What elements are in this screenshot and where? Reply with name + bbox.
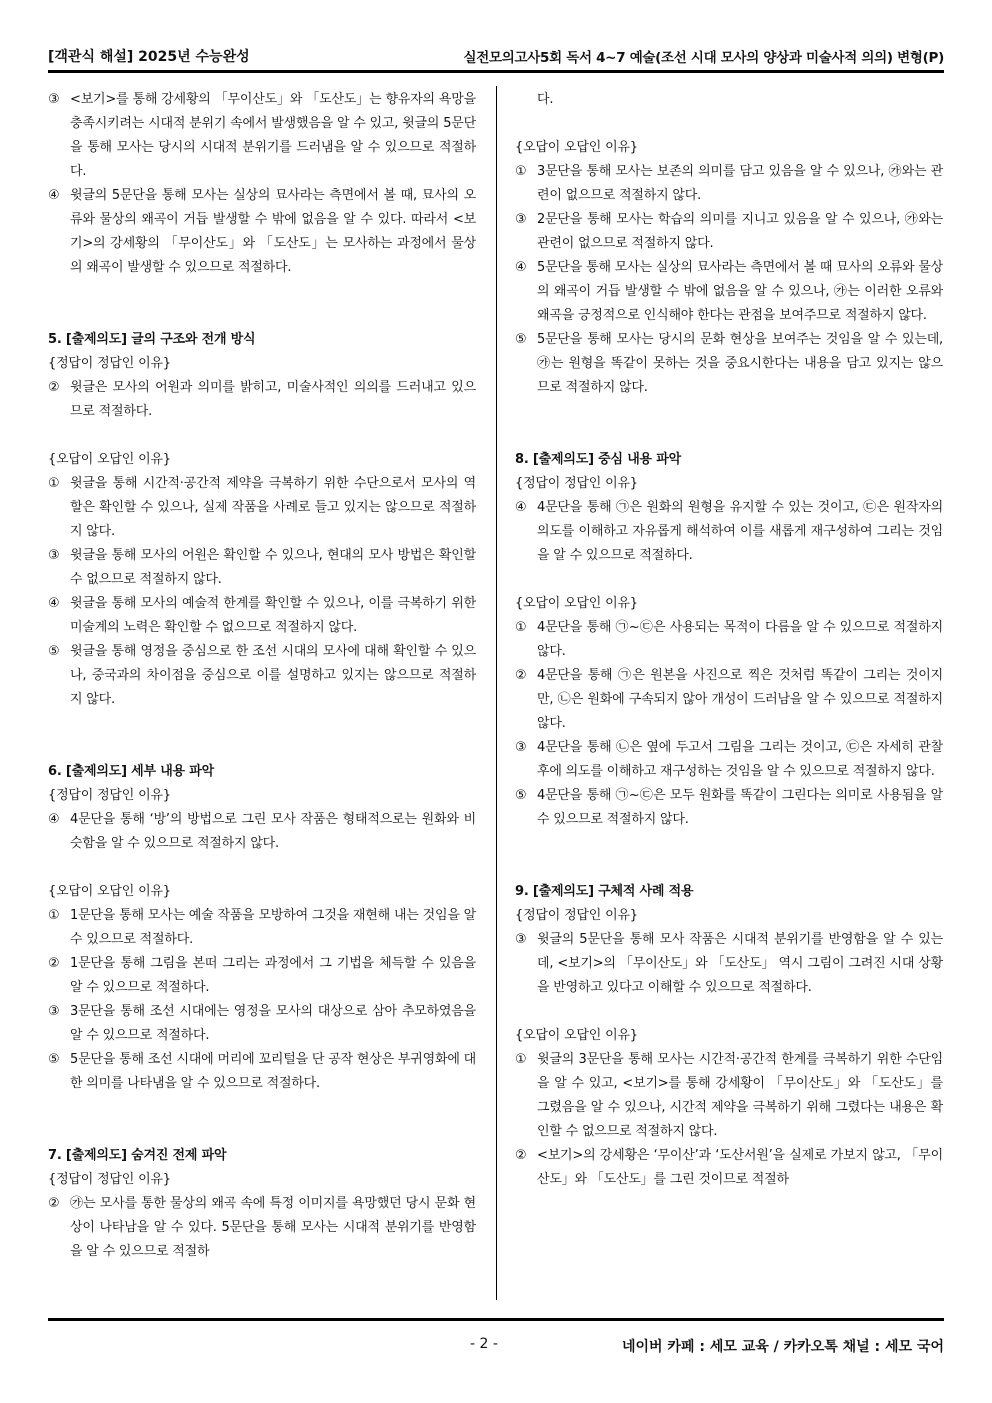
list-item: ① 윗글을 통해 시간적·공간적 제약을 극복하기 위한 수단으로서 모사의 역할은 확인할 수 있으나, 실제 작품을 사례로 들고 있지는 않으므로 적절하지 않다.: [48, 476, 476, 539]
wrong-label: {오답이 오답인 이유}: [48, 452, 171, 467]
question-8-title: 8. [출제의도] 중심 내용 파악: [515, 452, 681, 467]
wrong-label: {오답이 오답인 이유}: [48, 884, 171, 899]
wrong-label: {오답이 오답인 이유}: [515, 1028, 638, 1043]
list-item: ① 3문단을 통해 모사는 보존의 의미를 담고 있음을 알 수 있으나, ㉮와는 관련이 없으므로 적절하지 않다.: [515, 164, 943, 203]
list-item: ④ 윗글을 통해 모사의 예술적 한계를 확인할 수 있으나, 이를 극복하기 위한 미술계의 노력은 확인할 수 없으므로 적절하지 않다.: [48, 596, 476, 635]
list-item: ④ 5문단을 통해 모사는 실상의 묘사라는 측면에서 볼 때 묘사의 오류와 물상의 왜곡이 거듭 발생할 수 밖에 없음을 알 수 있으나, ㉮는 이러한 오류와 왜곡을 긍정적으로 인식해야 한다는 관점을 보여주므로 적절하지 않다.: [515, 260, 943, 323]
question-5-title: 5. [출제의도] 글의 구조와 전개 방식: [48, 332, 256, 347]
list-item: ③ 윗글을 통해 모사의 어원은 확인할 수 있으나, 현대의 모사 방법은 확인할 수 없으므로 적절하지 않다.: [48, 548, 476, 587]
question-6-title: 6. [출제의도] 세부 내용 파악: [48, 764, 214, 779]
list-item: ① 4문단을 통해 ㉠~㉢은 사용되는 목적이 다름을 알 수 있으므로 적절하지 않다.: [515, 620, 943, 659]
list-item: ③ 2문단을 통해 모사는 학습의 의미를 지니고 있음을 알 수 있으나, ㉮와는 관련이 없으므로 적절하지 않다.: [515, 212, 943, 251]
list-item: ⑤ 5문단을 통해 조선 시대에 머리에 꼬리털을 단 공작 현상은 부귀영화에 대한 의미를 나타냄을 알 수 있으므로 적절하다.: [48, 1052, 476, 1091]
list-item: ① 윗글의 3문단을 통해 모사는 시간적·공간적 한계를 극복하기 위한 수단임을 알 수 있고, <보기>를 통해 강세황이 「무이산도」와 「도산도」를 그렸음을 알 수 있으나, 시간적 제약을 극복하기 위해 그렸다는 내용은 확인할 수 없으므로 적절하지 않다.: [515, 1052, 943, 1139]
page-number: - 2 -: [470, 1336, 498, 1352]
list-item: ⑤ 윗글을 통해 영정을 중심으로 한 조선 시대의 모사에 대해 확인할 수 있으나, 중국과의 차이점을 중심으로 이를 설명하고 있지는 않으므로 적절하지 않다.: [48, 644, 476, 707]
correct-label: {정답이 정답인 이유}: [515, 908, 638, 923]
list-item: ⑤ 4문단을 통해 ㉠~㉢은 모두 원화를 똑같이 그린다는 의미로 사용됨을 알 수 있으므로 적절하지 않다.: [515, 788, 943, 827]
question-9-title: 9. [출제의도] 구체적 사례 적용: [515, 884, 694, 899]
left-column: [48, 88, 476, 1264]
page-header: [48, 40, 944, 73]
list-item: ② 1문단을 통해 그림을 본떠 그리는 과정에서 그 기법을 체득할 수 있음을 알 수 있으므로 적절하다.: [48, 956, 476, 995]
list-item: ② <보기>의 강세황은 ‘무이산’과 ‘도산서원’을 실제로 가보지 않고, 「무이산도」와 「도산도」를 그린 것이므로 적절하: [515, 1148, 943, 1187]
list-item: ② 윗글은 모사의 어원과 의미를 밝히고, 미술사적인 의의를 드러내고 있으므로 적절하다.: [48, 380, 476, 419]
list-item: ② ㉮는 모사를 통한 물상의 왜곡 속에 특정 이미지를 욕망했던 당시 문화 현상이 나타남을 알 수 있다. 5문단을 통해 모사는 시대적 분위기를 반영함을 알 수 있으므로 적절하: [48, 1196, 476, 1259]
list-item: ④ 4문단을 통해 ‘방’의 방법으로 그린 모사 작품은 형태적으로는 원화와 비슷함을 알 수 있으므로 적절하지 않다.: [48, 812, 476, 851]
list-item: ③ 윗글의 5문단을 통해 모사 작품은 시대적 분위기를 반영함을 알 수 있는데, <보기>의 「무이산도」와 「도산도」 역시 그림이 그려진 시대 상황을 반영하고 있다고 이해할 수 있으므로 적절하다.: [515, 932, 943, 995]
column-divider: [496, 86, 497, 1300]
list-item: ① 1문단을 통해 모사는 예술 작품을 모방하여 그것을 재현해 내는 것임을 알 수 있으므로 적절하다.: [48, 908, 476, 947]
correct-label: {정답이 정답인 이유}: [48, 788, 171, 803]
header-right: 실전모의고사5회 독서 4~7 예술(조선 시대 모사의 양상과 미술사적 의의) 변형(P): [463, 50, 944, 66]
list-item: ③ <보기>를 통해 강세황의 「무이산도」와 「도산도」는 향유자의 욕망을 충족시키려는 시대적 분위기 속에서 발생했음을 알 수 있고, 윗글의 5문단을 통해 모사는 당시의 시대적 분위기를 드러냄을 알 수 있으므로 적절하다.: [48, 92, 476, 179]
question-7-title: 7. [출제의도] 숨겨진 전제 파악: [48, 1148, 227, 1163]
continued-text: 다.: [537, 92, 554, 107]
header-left: [객관식 해설] 2025년 수능완성: [48, 49, 250, 65]
list-item: ③ 4문단을 통해 ㉡은 옆에 두고서 그림을 그리는 것이고, ㉢은 자세히 관찰 후에 의도를 이해하고 재구성하는 것임을 알 수 있으므로 적절하지 않다.: [515, 740, 943, 779]
correct-label: {정답이 정답인 이유}: [48, 1172, 171, 1187]
footer-divider: [48, 1318, 944, 1321]
right-column: [515, 88, 943, 1192]
correct-label: {정답이 정답인 이유}: [515, 476, 638, 491]
list-item: ④ 4문단을 통해 ㉠은 원화의 원형을 유지할 수 있는 것이고, ㉢은 원작자의 의도를 이해하고 자유롭게 해석하여 이를 새롭게 재구성하여 그리는 것임을 알 수 있으므로 적절하다.: [515, 500, 943, 563]
wrong-label: {오답이 오답인 이유}: [515, 596, 638, 611]
correct-label: {정답이 정답인 이유}: [48, 356, 171, 371]
footer-credit: 네이버 카페 : 세모 교육 / 카카오톡 채널 : 세모 국어: [621, 1339, 944, 1355]
list-item: ② 4문단을 통해 ㉠은 원본을 사진으로 찍은 것처럼 똑같이 그리는 것이지만, ㉡은 원화에 구속되지 않아 개성이 드러남을 알 수 있으므로 적절하지 않다.: [515, 668, 943, 731]
list-item: ④ 윗글의 5문단을 통해 모사는 실상의 묘사라는 측면에서 볼 때, 묘사의 오류와 물상의 왜곡이 거듭 발생할 수 밖에 없음을 알 수 있다. 따라서 <보기>의 강세황의 「무이산도」와 「도산도」는 모사하는 과정에서 물상의 왜곡이 발생할 수 있으므로 적절하다.: [48, 188, 476, 275]
list-item: ⑤ 5문단을 통해 모사는 당시의 문화 현상을 보여주는 것임을 알 수 있는데, ㉮는 원형을 똑같이 못하는 것을 중요시한다는 내용을 담고 있지는 않으므로 적절하지 않다.: [515, 332, 943, 395]
wrong-label: {오답이 오답인 이유}: [515, 140, 638, 155]
list-item: ③ 3문단을 통해 조선 시대에는 영정을 모사의 대상으로 삼아 추모하였음을 알 수 있으므로 적절하다.: [48, 1004, 476, 1043]
